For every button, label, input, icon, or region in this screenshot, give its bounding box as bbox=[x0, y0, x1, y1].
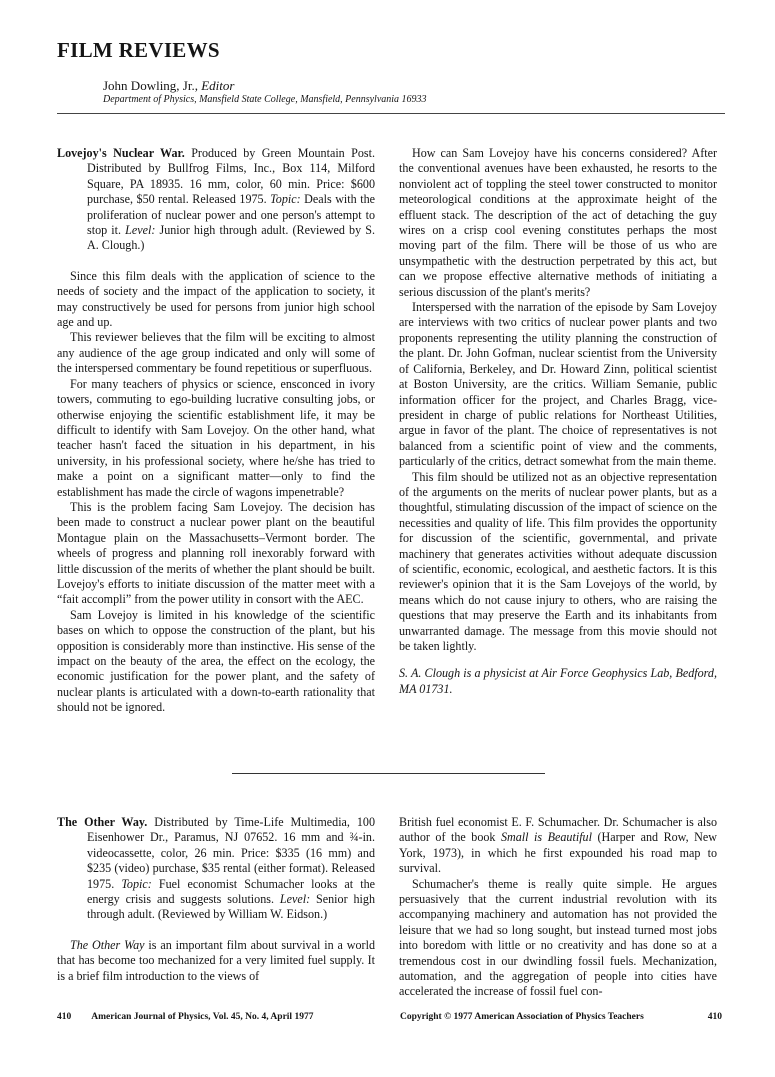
review2-title: The Other Way. bbox=[57, 815, 148, 829]
review2-details: Distributed by Time-Life Multimedia, 100 Eisenhower Dr., Paramus, NJ 07652. 16 mm and ¾-in. videocassette, color, 26 min. Price: $335 (16 mm) and $235 (video) purchase, $35 rental (either format). Released 1975. bbox=[87, 815, 375, 891]
review1-paragraph: For many teachers of physics or science, ensconced in ivory towers, commuting to ego-building lucrative consulting jobs, or otherwise enjoying the scientific establishment life, it may be difficult to identify with Sam Lovejoy. On the other hand, what teacher hasn't faced the situation in his department, in his university, in his professional society, where he/she has tried to make a point on a significant matter—only to find the establishment has made the circle of wagons impenetrable? bbox=[57, 376, 375, 499]
review2-topic: Fuel economist Schumacher looks at the energy crisis and suggests solutions. bbox=[87, 876, 376, 907]
review1-level-label: Level: bbox=[125, 223, 156, 238]
footer-copyright: Copyright © 1977 American Association of Physics Teachers bbox=[400, 1012, 644, 1022]
review1-paragraph: Since this film deals with the application of science to the needs of society and the impact of the application to society, it may constructively be used for persons from junior high school age and up. bbox=[57, 268, 375, 330]
review2-column-right bbox=[399, 815, 717, 1000]
review2-heading bbox=[57, 815, 375, 923]
review2-p2-a: British fuel economist E. F. Schumacher. Dr. Schumacher is also author of the book bbox=[399, 815, 717, 845]
review1-paragraph: Interspersed with the narration of the episode by Sam Lovejoy are interviews with two critics of nuclear power plants and two proponents representing the utility planning the construction of the plant. Dr. John Gofman, nuclear scientist from the University of California, Berkeley, and Dr. Howard Zinn, political scientist at Boston University, are the critics. William Semanie, public information officer for the project, and Charles Bragg, vice-president in charge of public relations for Northeast Utilities, argue in favor of the plant. The choice of representatives is not balanced from a scientific point of view and the comments, particularly of the critics, detract somewhat from the main theme. bbox=[399, 300, 717, 469]
review1-paragraph: Sam Lovejoy is limited in his knowledge of the scientific bases on which to oppose the construction of the plant, but his opposition is considerably more than instinctive. His sense of the impact on the beauty of the area, the effect on the ecology, the economic justification for the power plant, and the safety of nuclear plants is articulated with a down-to-earth rationality that should not be ignored. bbox=[57, 607, 375, 715]
review1-paragraph: This is the problem facing Sam Lovejoy. The decision has been made to construct a nuclear power plant on the beautiful Montague plain on the Massachusetts–Vermont border. The wheels of progress and planning roll inexorably forward with little discussion of the merits of whether the plant should be built. Lovejoy's efforts to initiate discussion of the matter meet with a “fait accompli” from the power utility in consort with the AEC. bbox=[57, 499, 375, 607]
footer-page-number: 410 bbox=[57, 1012, 72, 1022]
review1-signature: S. A. Clough is a physicist at Air Force Geophysics Lab, Bedford, MA 01731. bbox=[399, 666, 717, 696]
review1-column-left bbox=[57, 146, 375, 716]
footer-page-number: 410 bbox=[707, 1012, 722, 1022]
editor-role: Editor bbox=[201, 78, 235, 93]
review2-level-label: Level: bbox=[279, 892, 311, 907]
editor-name: John Dowling, Jr., bbox=[103, 78, 202, 93]
header-rule bbox=[57, 113, 725, 114]
review2-film-title: The Other Way bbox=[70, 937, 145, 952]
review1-paragraph: How can Sam Lovejoy have his concerns considered? After the conventional avenues have been exhausted, he resorts to the nonviolent act of toppling the steel tower constructed to monitor meteorological conditions at the approximate height of the effluent stack. The description of the act of detaching the guy wires on a crisp cool evening constitutes perhaps the most moving part of the film. There will be those of us who are unsympathetic with the destruction perpetrated by this act, but can we propose effective alternative methods of initiating a serious discussion of the plant's merits? bbox=[399, 146, 717, 299]
review2-paragraph: Schumacher's theme is really quite simple. He argues persuasively that the current industrial revolution with its accompanying machinery and automation has not provided the leisure that we had so long sought, but instead turned most jobs into boredom with little or no creativity and has done so at a tremendous cost in our dwindling fossil fuels. Mechanization, automation, and the aggregation of people into cities have accelerated the increase of fossil fuel con- bbox=[399, 876, 717, 999]
review1-details: Produced by Green Mountain Post. Distributed by Bullfrog Films, Inc., Box 114, Milford Square, PA 18935. 16 mm, color, 60 min. Price: $600 purchase, $50 rental. Released 1975. bbox=[87, 146, 375, 207]
review1-topic-label: Topic: bbox=[270, 192, 301, 207]
review1-paragraph: This film should be utilized not as an objective representation of the arguments on the merits of nuclear power plants, but as a thoughtful, stimulating discussion of the impact of science on the necessities and quality of life. This film provides the opportunity for discussion of the scientific, governmental, and private machinery that generates activities without adequate discussion of scientific, economic, ecological, and aesthetic factors. It is this reviewer's opinion that it is the Sam Lovejoys of the world, by means which do not cause injury to others, who are raising the questions that may preserve the Earth and its inhabitants from unwarranted damage. The message from this movie should not be taken lightly. bbox=[399, 469, 717, 653]
review2-p1-text: is an important film about survival in a world that has become too mechanized for a very limited fuel supply. It is a brief film introduction to the views of bbox=[57, 937, 375, 983]
review1-title: Lovejoy's Nuclear War. bbox=[57, 146, 185, 160]
review2-paragraph bbox=[57, 938, 375, 984]
editor-department: Department of Physics, Mansfield State College, Mansfield, Pennsylvania 16933 bbox=[103, 94, 427, 105]
review1-heading bbox=[57, 146, 375, 254]
review2-level: Senior high through adult. (Reviewed by William W. Eidson.) bbox=[87, 892, 376, 922]
review2-paragraph bbox=[399, 815, 717, 877]
footer-journal: American Journal of Physics, Vol. 45, No. 4, April 1977 bbox=[91, 1012, 314, 1022]
review2-book-title: Small is Beautiful bbox=[500, 830, 592, 845]
section-title: FILM REVIEWS bbox=[57, 38, 220, 62]
review1-topic: Deals with the proliferation of nuclear power and one person's attempt to stop it. bbox=[87, 192, 375, 238]
footer-left bbox=[57, 1012, 313, 1022]
review2-topic-label: Topic: bbox=[121, 876, 152, 891]
review2-p2-b: (Harper and Row, New York, 1973), in which he first expounded his road map to survival. bbox=[399, 830, 717, 876]
editor-line bbox=[103, 78, 234, 94]
section-divider bbox=[232, 773, 545, 774]
review1-level: Junior high through adult. (Reviewed by S. A. Clough.) bbox=[87, 223, 375, 253]
footer-right bbox=[400, 1012, 722, 1022]
review2-column-left bbox=[57, 815, 375, 984]
review1-paragraph: This reviewer believes that the film will be exciting to almost any audience of the age group indicated and only will some of the interspersed commentary be found repetitious or superfluous. bbox=[57, 330, 375, 376]
review1-column-right bbox=[399, 146, 717, 697]
